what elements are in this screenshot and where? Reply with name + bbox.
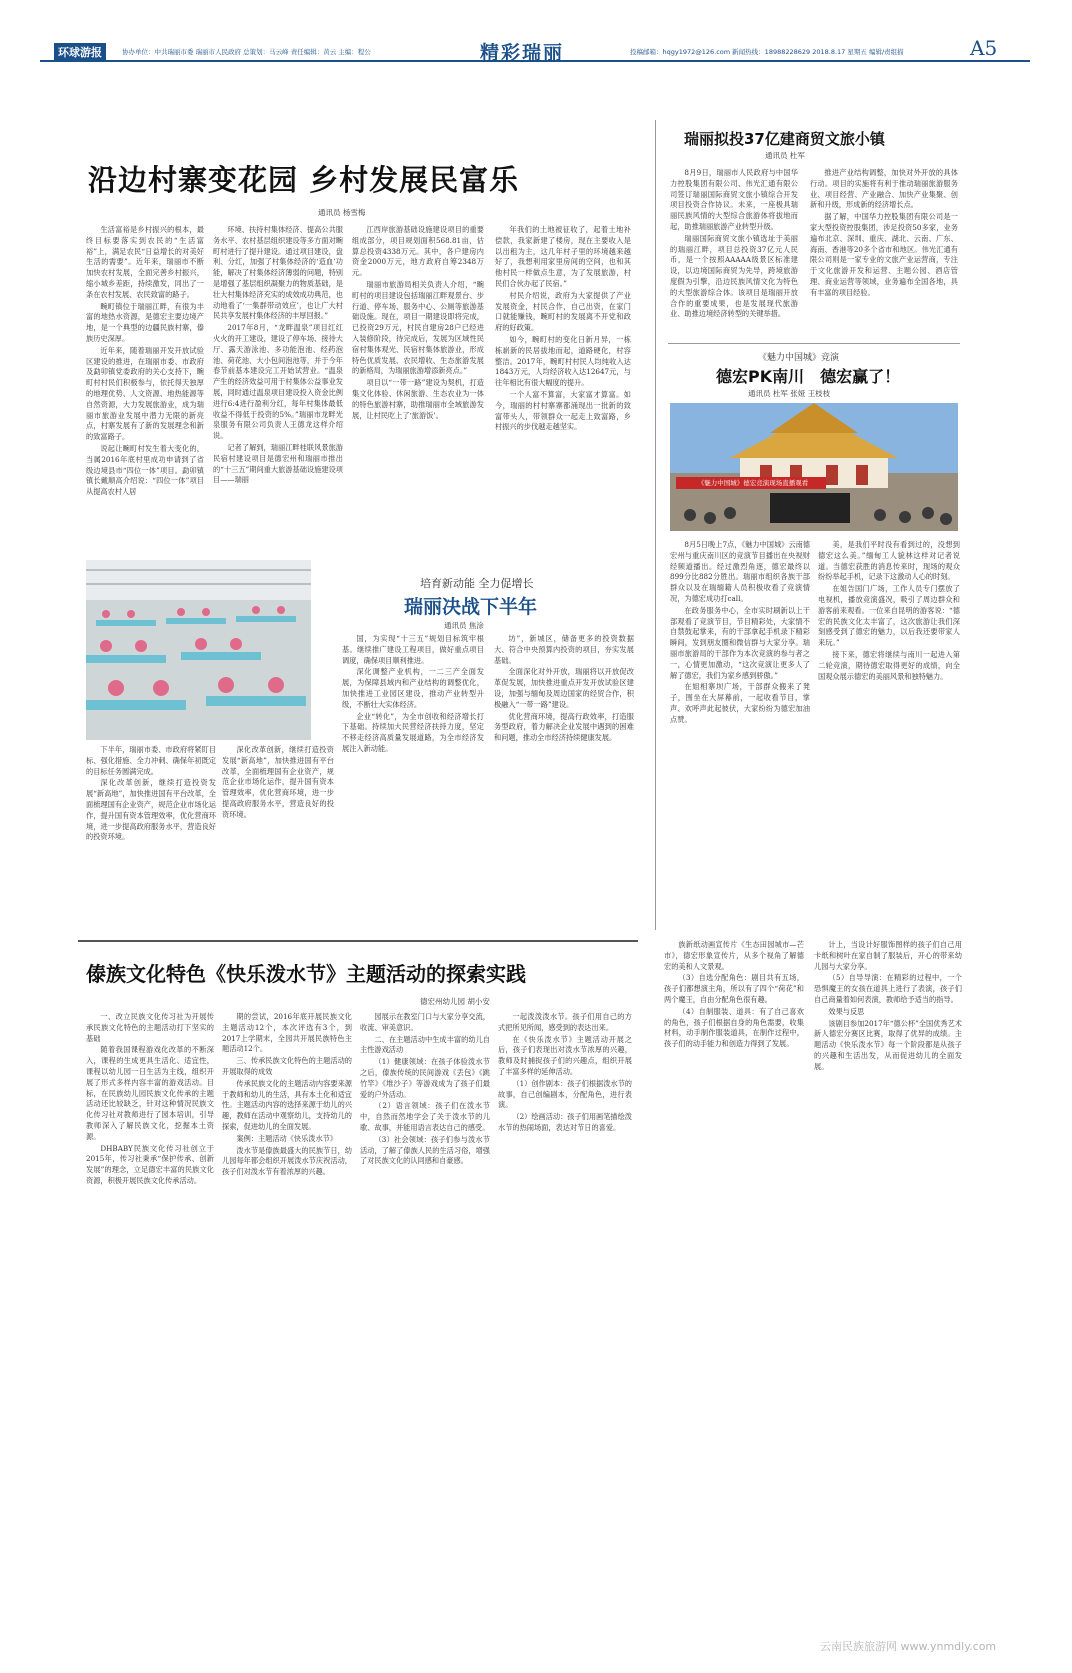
article-2-col-2: 推进产业结构调整，加快对外开放的具体行动。项目的实施将有利于推动瑞丽旅游服务业、项目经营、产业融合、加快产业集聚、创新和升级，形成新的经济增长点。 据了解，中国华力控股集团有限公司是一家大型投资控股集团，涉足投资50多家，业务遍布北京、深圳、重庆、湖北、云南、广东、海南、香港等20多个省市和地区。伟光汇通有限公司则是一家专业的文旅产业运营商，专注于文化旅游开发和运营、主题公园、酒店管理、商业运营等领域，业务遍布全国各地，具有丰富的项目经验。 xyxy=(810,168,958,297)
article-4-col-2: 国，为实现“十三五”规划目标筑牢根基。继续推广建设工程项目，做好重点项目调度，确保项目顺利推进。 深化调整产业机构，一二三产全面发展，为保障县域内和产业结构的调整优化，加快推进工业园区建设，推动产业转型升级，不断壮大实体经济。 企业“转化”，为全市创收和经济增长打下基础。持续加大民营经济扶持力度，坚定不移走经济高质量发展道路，为全市经济发展注入新动能。 xyxy=(342,634,484,753)
article-5-col-4: 一起泼泼泼水节。孩子们用自己的方式把所见所闻，感受到的表达出来。 在《快乐泼水节》主题活动开展之后，孩子们表现出对泼水节浓厚的兴趣，教师及时捕捉孩子们的兴趣点，组织开展了丰富多样的延伸活动。 （1）创作剧本：孩子们根据泼水节的故事，自己创编剧本，分配角色，进行表演。 （2）绘画活动：孩子们用画笔描绘泼水节的热闹场面，表达对节日的喜爱。 xyxy=(498,1012,632,1132)
article-4-title: 瑞丽决战下半年 xyxy=(404,596,538,618)
article-4-col-1b: 深化改革创新，继续打造投资发展“新高地”，加快推进国有平台改革，全面梳理国有企业资产，规范企业市场化运作，提升国有资本管理效率，优化营商环境，进一步提高政府服务水平，营造良好的投资环境。 xyxy=(222,745,334,819)
masthead xyxy=(40,36,1030,64)
article-2-col-1: 8月9日，瑞丽市人民政府与中国华力控股集团有限公司、伟光汇通有限公司签订瑞丽国际商贸文旅小镇综合开发项目投资合作协议。未来，一座极具瑞丽民族风情的大型综合旅游体将拔地而起，助推瑞丽旅游产业转型升级。 瑞丽国际商贸文旅小镇选址于美丽的瑞丽江畔，项目总投资37亿元人民币，是一个按照AAAAA级景区标准建设，以边境国际商贸为先导，跨境旅游度假为引擎，沿边民族风情文化为特色的大型旅游综合体。该项目是瑞丽开放合作的重要成果，也是发展现代旅游业、助推边境经济转型的关键举措。 xyxy=(670,168,798,319)
article-5-col-2: 期的尝试，2016年底开展民族文化主题活动12个，本次评选有3个，到2017上学期末，全园共开展民族特色主题活动12个。 三、传承民族文化特色的主题活动的开展取得的成效 传承民族文化的主题活动内容要来源于教师和幼儿的生活，具有本土化和适宜性。主题活动内容的选择来源于幼儿的兴趣，教师在活动中观察幼儿，支持幼儿的探索，促进幼儿的全面发展。 案例：主题活动《快乐泼水节》 泼水节是傣族最盛大的民族节日，幼儿园每年都会组织开展泼水节庆祝活动，孩子们对泼水节有着浓厚的兴趣。 xyxy=(222,1012,352,1177)
article-3-col-2: 美，是我们平时没有看到过的，没想到德宏这么美。”缅甸工人貌林这样对记者说道。当德宏获胜的消息传来时，现场的观众纷纷举起手机，记录下这激动人心的时刻。 在姐告国门广场，工作人员专门摆放了电视机，播放竞演盛况，吸引了周边群众和游客前来观看。一位来自昆明的游客说：“德宏的民族文化太丰富了，这次旅游让我们深刻感受到了德宏的魅力，以后我还要带家人来玩。” 接下来，德宏将继续与南川一起进入第二轮竞演，期待德宏取得更好的成绩，向全国观众展示德宏的美丽风景和独特魅力。 xyxy=(818,540,960,681)
masthead-logo: 环球游报 xyxy=(54,43,106,61)
article-1-col-4: 年我们的土地被征收了，起着土地补偿款，我家新建了楼房，现在主要收入是以出租为主，这几年村子里的环境越来越好了，我想利用家里房间的空间，也和其他村民一样做点生意，为了发展旅游，村民们合伙办起了民宿。” 村民介绍说，政府为大家提供了产业发展资金，村民合作，自己出资，在家门口就能赚钱，畹町村的发展离不开党和政府的好政策。 如今，畹町村的变化日新月异，一栋栋崭新的民居拔地而起，道路硬化，村容整洁。2017年，畹町村村民人均纯收入达1843万元，人均经济收入达12647元，与往年相比有很大幅度的提升。 一个人富不算富，大家富才算富。如今，瑞丽的村村寨寨都涌现出一批新的致富带头人，带领群众一起走上致富路，乡村振兴的步伐越走越坚实。 xyxy=(495,225,631,432)
section-title: 精彩瑞丽 xyxy=(480,42,565,64)
article-3-title: 德宏PK南川 德宏赢了！ xyxy=(716,367,901,386)
article-5-col-1: 一、改立民族文化传习社为开展传承民族文化特色的主题活动打下坚实的基础 随着我国课程游戏化改革的不断深入，课程的生成更具生活化、适宜性，课程以幼儿园一日生活为主线，组织开展了形式多样内容丰富的游戏活动。目标，在民族幼儿园民族文化传承的主题活动还比较缺乏，针对这种情况民族文化传习社对教师进行了园本培训，引导教师深入了解民族文化，挖掘本土资源。 DHBABY民族文化传习社创立于2015年，传习社秉承“保护传承、创新发展”的理念，立足德宏丰富的民族文化资源，积极开展民族文化传承活动。 xyxy=(86,1012,214,1185)
article-3-byline: 通讯员 杜军 张娅 王枝枝 xyxy=(748,389,831,398)
article-3-col-1: 8月5日晚上7点，《魅力中国城》云南德宏州与重庆南川区的竞演节目播出在央视财经频道播出。经过激烈角逐，德宏最终以899分比882分胜出。瑞丽市组织各族干部群众以及在瑞缅籍人员积极收看了竞演情况，为德宏成功打call。 在政务服务中心，全市实时刷新以上干部观看了竞演节目，节目精彩处，大家情不自禁鼓起掌来，有的干部拿起手机录下精彩瞬间，发到朋友圈和微信群与大家分享。瑞丽市旅游局的干部作为本次竞演的参与者之一，心情更加激动，“这次竞演让更多人了解了德宏，我们为家乡感到骄傲。” 在姐相寨坝广场，干部群众搬来了凳子，围坐在大屏幕前，一起收看节目，掌声、欢呼声此起彼伏，大家纷纷为德宏加油点赞。 xyxy=(670,540,810,724)
article-3-kicker: 《魅力中国城》竞演 xyxy=(758,353,840,363)
article-2-title: 瑞丽拟投37亿建商贸文旅小镇 xyxy=(684,130,885,148)
article-1-col-1: 生活富裕是乡村振兴的根本，最终目标要落实到农民的“生活富裕”上，满足农民“日益增长的对美好生活的需要”。近年来，瑞丽市不断加快农村发展，全面完善乡村振兴，缩小城乡差距，持续激发，同出了一条在农村发展、农民致富的路子。 畹町镇位于瑞丽江畔，有很为丰富的地热水资源，是德宏主要边境产地，是一个典型的边疆民族村寨，傣族历史深厚。 近年来，随着瑞丽开发开放试验区建设的推进，在瑞丽市委、市政府及勐卯镇党委政府的关心支持下，畹町村村民们积极参与，依托得天独厚的地理优势、人文资源、地热能源等自然资源，大力发展旅游业，成为瑞丽市旅游业发展中潜力无限的新亮点，村寨发展有了新的发展理念和新的致富路子。 说起让畹町村发生着大变化的，当属2016年底村里成功申请到了省级边境县市“四位一体”项目。勐卯镇镇长戴顺高介绍说：“四位一体”项目从提高农村人居 xyxy=(86,225,204,497)
masthead-info: 协办单位：中共瑞丽市委 瑞丽市人民政府 总策划：马云峰 责任编辑：黄云 主编：程公 xyxy=(122,48,371,56)
divider xyxy=(655,120,656,930)
article-4-byline: 通讯员 焦涂 xyxy=(444,621,484,630)
article-4-kicker: 培育新动能 全力促增长 xyxy=(420,577,534,590)
page-number: A5 xyxy=(970,36,998,60)
article-1-col-2: 环境、扶持村集体经济、提高公共服务水平、农村基层组织建设等多方面对畹町村进行了提升建设。通过项目建设，盘利、分红，加强了村集体经济的‘造血’功能，解决了村集体经济薄弱的问题，特别是增强了基层组织凝聚力的物质基础，是壮大村集体经济充实的成效成功典范，也动地看了‘一集群带动效应’，也让广大村民共享发展村集体经济的丰厚回报。” 2017年8月，“龙畔温泉”项目红红火火的开工建设，建设了停车场、接待大厅、露天游泳池、多功能泡池、经药泡池、荷花池、大小包间泡池等，并于今年春节前基本建设完工开始试营业。“温泉产生的经济效益可用于村集体公益事业发展，同时通过温泉项目建设投入资金比例进行6:4进行盈利分红，每年村集体最低收益不得低于投资的5%。”瑞丽市龙畔光泉服务有限公司负责人王德龙这样介绍说。 记者了解到，瑞丽江畔桂联风景旅游民宿村建设项目是德宏州和瑞丽市推出的“十三五”期间重大旅游基础设施建设项目——瑞丽 xyxy=(213,225,343,485)
contest-banner: 《魅力中国城》德宏竞演现场直播观看 xyxy=(697,479,809,487)
article-4-col-1: 下半年，瑞丽市委、市政府将紧盯目标、强化措施、全力冲刺、确保年初既定的目标任务圆满完成。 深化改革创新，继续打造投资发展“新高地”，加快推进国有平台改革，全面梳理国有企业资产，规范企业市场化运作，提升国有资本管理效率，优化营商环境，进一步提高政府服务水平，营造良好的投资环境。 xyxy=(86,745,216,842)
watermark: 云南民族旅游网 www.ynmdly.com xyxy=(820,1640,997,1653)
article-5-col-6: 计上，当设计好服饰图样的孩子们自己用卡纸和树叶在家自制了服装后，开心的带来幼儿园与大家分享。 （5）自导导演：在精彩的过程中，一个恐惧魔王的女孩在道具上进行了表演，孩子们自己商量着如何表演，教师给予适当的指导。 效果与反思 该剧目参加2017年“德公杯”全国优秀艺术新人德宏分赛区比赛，取得了优异的成绩。主题活动《快乐泼水节》每一个阶段都是从孩子的兴趣和生活出发，从而促进幼儿的全面发展。 xyxy=(814,940,962,1071)
article-5-title: 傣族文化特色《快乐泼水节》主题活动的探索实践 xyxy=(86,962,526,986)
article-1-byline: 通讯员 杨雪梅 xyxy=(318,208,366,217)
article-1-title: 沿边村寨变花园 乡村发展民富乐 xyxy=(88,163,520,197)
article-5-byline: 德宏州幼儿园 胡小安 xyxy=(420,997,490,1006)
masthead-contact: 投稿邮箱：hqgy1972@126.com 新闻热线：18988228629 2018.8.17 星期五 编辑/责组描 xyxy=(630,48,904,56)
divider xyxy=(78,940,638,942)
contest-photo xyxy=(670,403,958,531)
divider xyxy=(668,343,960,344)
factory-photo xyxy=(86,560,311,740)
article-5-col-5: 族新纸动画宣传片《生态田园城市—芒市》，德宏形象宣传片，从多个视角了解德宏的美和人文景观。 （3）自选分配角色：剧目共有五场，孩子们都想演主角，所以有了四个“荷花”和两个魔王，自由分配角色很有趣。 （4）自制服装、道具：有了自己喜欢的角色，孩子们根据自身的角色需要，收集材料，动手制作服装道具，在制作过程中，孩子们的动手能力和创造力得到了发展。 xyxy=(664,940,804,1049)
article-5-col-3: 园展示在教室门口与大家分享交流，收流、审美意识。 二、在主题活动中生成丰富的幼儿自主性游戏活动 （1）健康领域：在孩子体验泼水节之后，傣族传统的民间游戏《丢包》《跳竹竿》《堆沙子》等游戏成为了孩子们最爱的户外活动。 （2）语言领域：孩子们在泼水节中，自然而然地学会了关于泼水节的儿歌、故事，并能用语言表达自己的感受。 （3）社会领域：孩子们参与泼水节活动，了解了傣族人民的生活习俗，增强了对民族文化的认同感和自豪感。 xyxy=(360,1012,490,1166)
article-2-byline: 通讯员 杜军 xyxy=(765,151,805,160)
article-1-col-3: 江西岸旅游基础设施建设项目的重要组成部分，项目规划面积568.81亩，估算总投资4338万元。其中，各户建房内资金2000万元，地方政府自筹2348万元。 瑞丽市旅游局相关负责人介绍，“畹町村的项目建设包括瑞丽江畔观景台、步行道、停车场、服务中心、公厕等旅游基础设施。现在，项目一期建设即将完成，已投资29万元，村民自建房28户已经进入装修阶段，待完成后，发展为区域性民宿村集体观光、民宿村集体旅游业，形成特色优质发展、农民增收、生态旅游发展的新格局，为瑞丽旅游增添新亮点。” 项目以“一带一路”建设为契机，打造集文化体验、休闲旅游、生态农业为一体的特色旅游村寨，助推瑞丽市全域旅游发展，让村民吃上了‘旅游饭’。 xyxy=(352,225,484,420)
article-4-col-3: 坊”，新城区，储备更多的投资数据大、符合中央预算内投资的项目，夯实发展基础。 全面深化对外开放，瑞丽将以开放促改革促发展，加快推进重点开发开放试验区建设，加强与缅甸及周边国家的经贸合作，积极融入“一带一路”建设。 优化营商环境，提高行政效率，打造服务型政府，着力解决企业发展中遇到的困难和问题，推动全市经济持续健康发展。 xyxy=(494,634,634,743)
